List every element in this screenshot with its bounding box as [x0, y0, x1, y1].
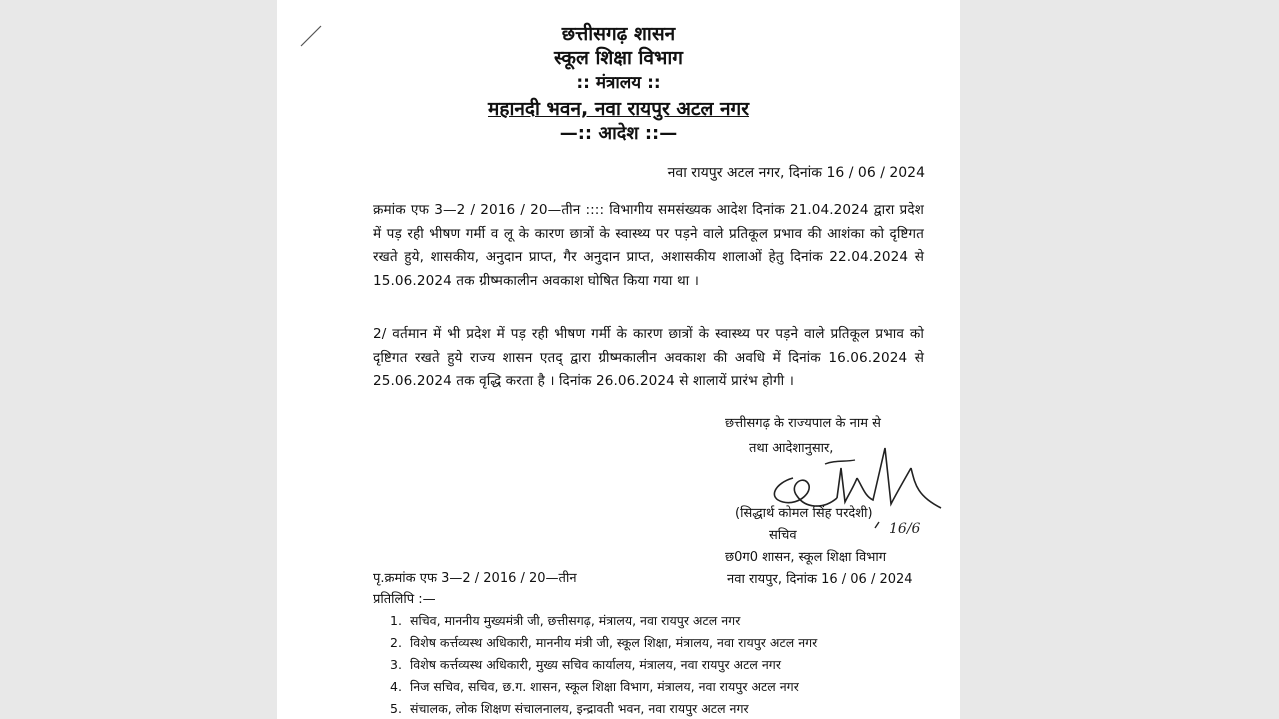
copy-recipient-list: [390, 610, 817, 719]
paragraph-1: क्रमांक एफ 3—2 / 2016 / 20—तीन :::: विभागीय समसंख्यक आदेश दिनांक 21.04.2024 द्वारा प्रदेश में पड़ रही भीषण गर्मी व लू के कारण छात्रों के स्वास्थ्य पर पड़ने वाले प्रतिकूल प्रभाव की आशंका को दृष्टिगत रखते हुये, शासकीय, अनुदान प्राप्त, गैर अनुदान प्राप्त, अशासकीय शालाओं हेतु दिनांक 22.04.2024 से 15.06.2024 तक ग्रीष्मकालीन अवकाश घोषित किया गया था ।: [373, 202, 924, 289]
list-item: [390, 698, 817, 719]
list-item-number: 5.: [390, 701, 402, 716]
document-page: [277, 0, 960, 719]
order-date: नवा रायपुर अटल नगर, दिनांक 16 / 06 / 2024: [667, 165, 925, 181]
list-item-text: निज सचिव, सचिव, छ.ग. शासन, स्कूल शिक्षा विभाग, मंत्रालय, नवा रायपुर अटल नगर: [410, 679, 799, 694]
list-item-text: सचिव, माननीय मुख्यमंत्री जी, छत्तीसगढ़, मंत्रालय, नवा रायपुर अटल नगर: [410, 613, 741, 628]
signature-order-line: तथा आदेशानुसार,: [749, 441, 834, 456]
paragraph-2: 2/ वर्तमान में भी प्रदेश में पड़ रही भीषण गर्मी के कारण छात्रों के स्वास्थ्य पर पड़ने वाले प्रतिकूल प्रभाव को दृष्टिगत रखते हुये राज्य शासन एतद् द्वारा ग्रीष्मकालीन अवकाश की अवधि में दिनांक 16.06.2024 से 25.06.2024 तक वृद्धि करता है । दिनांक 26.06.2024 से शालायें प्रारंभ होगी ।: [373, 326, 924, 389]
list-item: [390, 676, 817, 698]
header-ministry: :: मंत्रालय ::: [576, 73, 661, 93]
list-item-text: विशेष कर्त्तव्यस्थ अधिकारी, माननीय मंत्री जी, स्कूल शिक्षा, मंत्रालय, नवा रायपुर अटल नगर: [410, 635, 818, 650]
header-department: स्कूल शिक्षा विभाग: [554, 47, 683, 69]
copy-label: प्रतिलिपि :—: [373, 592, 436, 607]
header-order-title: —:: आदेश ::—: [559, 123, 678, 144]
signature-governor-line: छत्तीसगढ़ के राज्यपाल के नाम से: [725, 416, 881, 431]
signatory-place-date: नवा रायपुर, दिनांक 16 / 06 / 2024: [727, 572, 913, 587]
signatory-department: छ0ग0 शासन, स्कूल शिक्षा विभाग: [725, 550, 887, 565]
header-address: महानदी भवन, नवा रायपुर अटल नगर: [488, 98, 749, 120]
list-item: [390, 632, 817, 654]
list-item-number: 4.: [390, 679, 402, 694]
list-item: [390, 610, 817, 632]
signatory-name: (सिद्धार्थ कोमल सिंह परदेशी): [735, 506, 873, 521]
handwritten-date: 16/6: [889, 521, 921, 537]
list-item-number: 3.: [390, 657, 402, 672]
list-item-text: संचालक, लोक शिक्षण संचालनालय, इन्द्रावती भवन, नवा रायपुर अटल नगर: [410, 701, 749, 716]
list-item: [390, 654, 817, 676]
header-government: छत्तीसगढ़ शासन: [561, 23, 676, 45]
copy-reference-number: पृ.क्रमांक एफ 3—2 / 2016 / 20—तीन: [373, 571, 577, 586]
signatory-designation: सचिव: [769, 528, 797, 543]
list-item-number: 2.: [390, 635, 402, 650]
list-item-text: विशेष कर्त्तव्यस्थ अधिकारी, मुख्य सचिव कार्यालय, मंत्रालय, नवा रायपुर अटल नगर: [410, 657, 781, 672]
list-item-number: 1.: [390, 613, 402, 628]
